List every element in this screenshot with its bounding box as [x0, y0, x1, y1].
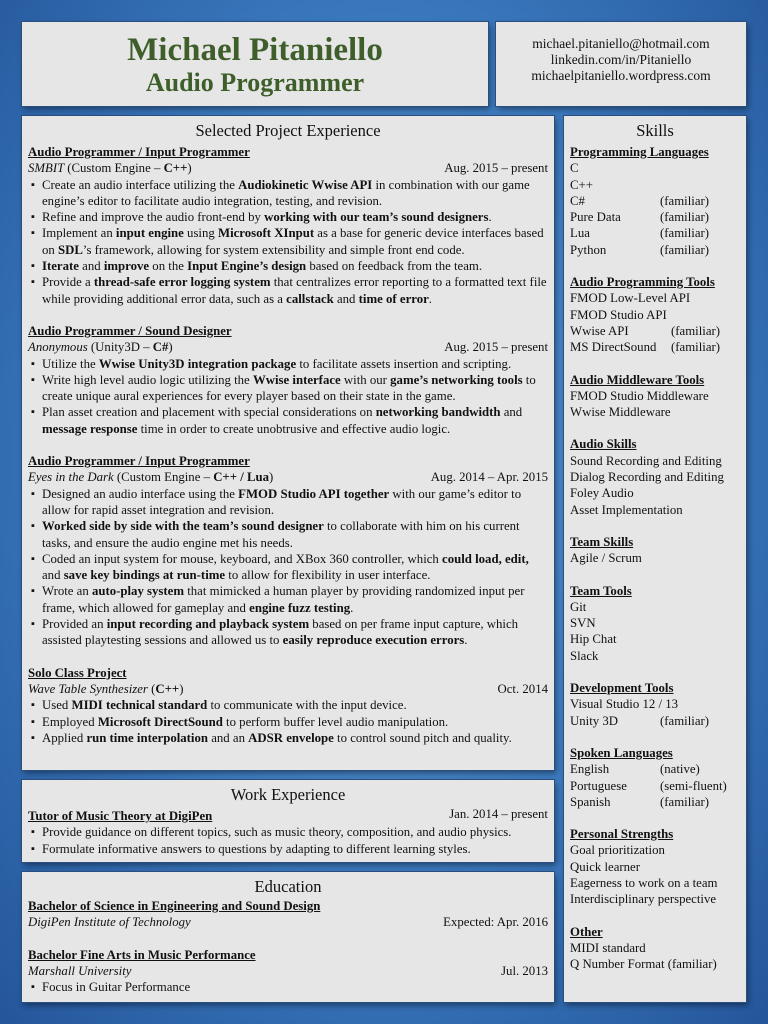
skill-item — [570, 160, 740, 176]
project-date: Oct. 2014 — [497, 681, 548, 696]
bullet-segment: Input Engine’s design — [187, 259, 307, 274]
project-meta — [28, 160, 548, 176]
bullet-segment: Provided an — [42, 617, 107, 632]
skill-item — [570, 891, 740, 907]
project-entry — [28, 323, 548, 437]
bullet-segment: improve — [103, 259, 150, 274]
bullet-segment: Microsoft DirectSound — [97, 714, 223, 729]
project-bullet-list — [28, 697, 548, 746]
skill-item — [570, 193, 740, 209]
skill-name: English — [570, 762, 610, 777]
project-name: SMBIT — [28, 161, 65, 176]
project-bullet — [42, 697, 548, 713]
bullet-segment: . — [488, 210, 492, 225]
bullet-segment: that centralizes error reporting to a formatted text file while providing additional error data, such as a — [42, 275, 547, 306]
project-job-title: Solo Class Project — [28, 665, 127, 680]
bullet-segment: with our game’s editor to allow for rapid asset integration and revision. — [42, 486, 522, 517]
bullet-segment: time of error — [358, 291, 429, 306]
skill-name: C# — [570, 193, 585, 208]
project-bullet-list — [28, 356, 548, 437]
skill-name: Sound Recording and Editing — [570, 453, 722, 468]
work-job-date: Jan. 2014 – present — [449, 807, 548, 821]
skill-item — [570, 307, 740, 323]
engine-suffix: ) — [187, 161, 192, 176]
bullet-segment: input recording and playback system — [106, 617, 310, 632]
bullet-segment: ’s framework, allowing for system extensibility and simple front end code. — [82, 242, 465, 257]
skill-item — [570, 842, 740, 858]
bullet-segment: to communicate with the input device. — [207, 698, 407, 713]
skill-name: Goal prioritization — [570, 843, 665, 858]
engine-prefix: (Custom Engine – — [67, 161, 164, 176]
engine-suffix: ) — [168, 340, 173, 355]
bullet-segment: Employed — [42, 714, 98, 729]
bullet-segment: to collaborate with him on his current tasks, and ensure the audio engine met his needs. — [42, 519, 520, 550]
project-job-title: Audio Programmer / Input Programmer — [28, 145, 250, 159]
bullet-segment: . — [464, 633, 468, 648]
skill-item — [570, 225, 740, 241]
skill-proficiency: (familiar) — [660, 713, 710, 728]
bullet-segment: MIDI technical standard — [71, 698, 208, 713]
engine-language: C++ — [155, 681, 180, 696]
skill-group-heading: Team Tools — [570, 583, 632, 598]
degree-list — [28, 898, 548, 995]
skill-item — [570, 648, 740, 664]
skill-group-heading: Programming Languages — [570, 145, 709, 159]
skill-item — [570, 290, 740, 306]
candidate-name: Michael Pitaniello — [127, 32, 383, 68]
bullet-segment: ADSR envelope — [248, 730, 334, 745]
project-job-title: Audio Programmer / Sound Designer — [28, 323, 232, 338]
bullet-segment: Wwise Unity3D integration package — [98, 356, 297, 371]
bullet-segment: SDL — [58, 242, 83, 257]
header-panel — [22, 22, 488, 106]
bullet-segment: Worked side by side with the team’s sound designer — [42, 519, 324, 534]
skill-name: Pure Data — [570, 210, 621, 225]
bullet-segment: input engine — [115, 226, 184, 241]
engine-prefix: (Unity3D – — [90, 340, 153, 355]
contact-email[interactable]: michael.pitaniello@hotmail.com — [532, 36, 710, 51]
project-meta — [28, 681, 548, 697]
skill-group-heading: Development Tools — [570, 681, 674, 696]
bullet-segment: to control sound pitch and quality. — [333, 730, 512, 745]
bullet-segment: in combination with our game engine’s editor to facilitate audio integration, testing, and revision. — [42, 177, 530, 208]
skill-item — [570, 550, 740, 566]
project-name: Wave Table Synthesizer — [28, 681, 148, 696]
bullet-segment: to create unique aural experiences for every player based on their state in the game. — [42, 372, 536, 404]
project-name: Anonymous — [28, 340, 88, 355]
project-bullet — [42, 274, 548, 307]
project-bullet — [42, 225, 548, 258]
bullet-segment: could load, edit, — [442, 551, 529, 566]
project-experience-panel — [22, 116, 554, 770]
skill-name: Quick learner — [570, 859, 640, 874]
project-meta — [28, 469, 548, 485]
bullet-segment: save key bindings at run-time — [63, 568, 226, 583]
degree-date: Expected: Apr. 2016 — [443, 915, 548, 930]
bullet-segment: Implement an — [42, 226, 116, 241]
skill-name: C — [570, 161, 579, 176]
skill-proficiency: (familiar) — [660, 794, 710, 809]
bullet-segment: Audiokinetic Wwise API — [238, 177, 373, 192]
skill-proficiency: (familiar) — [660, 242, 710, 257]
skill-name: SVN — [570, 616, 596, 631]
skill-name: Unity 3D — [570, 713, 618, 728]
project-bullet-list — [28, 177, 548, 307]
skill-proficiency: (familiar) — [671, 340, 721, 355]
skill-item — [570, 404, 740, 420]
skill-name: MIDI standard — [570, 940, 646, 955]
bullet-segment: auto-play system — [91, 584, 185, 599]
skill-group-heading: Audio Skills — [570, 437, 637, 452]
skill-proficiency: (native) — [660, 762, 700, 777]
bullet-segment: and — [333, 291, 359, 306]
bullet-segment: callstack — [286, 291, 334, 306]
degree-title: Bachelor of Science in Engineering and Sound Design — [28, 899, 321, 913]
skill-name: Hip Chat — [570, 632, 617, 647]
skill-name: FMOD Studio API — [570, 307, 667, 322]
degree-school: Marshall University — [28, 963, 132, 978]
bullet-segment: using — [183, 226, 218, 241]
project-entry — [28, 453, 548, 649]
project-meta — [28, 339, 548, 355]
skill-item — [570, 940, 740, 956]
bullet-segment: and an — [208, 730, 249, 745]
skill-group-heading: Other — [570, 924, 603, 939]
skill-item — [570, 485, 740, 501]
project-bullet — [42, 583, 548, 616]
bullet-segment: . — [350, 600, 354, 615]
engine-language: C++ / Lua — [213, 470, 270, 485]
project-bullet — [42, 177, 548, 210]
degree-entry — [28, 947, 548, 996]
bullet-segment: with our — [340, 372, 391, 387]
skill-name: Slack — [570, 648, 599, 663]
project-engine — [28, 469, 273, 485]
bullet-segment: thread-safe error logging system — [93, 275, 271, 290]
skill-item — [570, 761, 740, 777]
project-engine — [28, 681, 183, 697]
skill-group-heading: Personal Strengths — [570, 827, 674, 842]
bullet-segment: run time interpolation — [86, 730, 209, 745]
degree-meta — [28, 963, 548, 979]
skill-name: Spanish — [570, 794, 611, 809]
skill-proficiency: (semi-fluent) — [660, 778, 727, 793]
bullet-segment: and — [42, 568, 64, 583]
skill-name: MS DirectSound — [570, 340, 657, 355]
project-bullet — [42, 518, 548, 551]
skill-name: Lua — [570, 226, 590, 241]
skills-panel — [564, 116, 746, 1002]
degree-bullet: ▪ Focus in Guitar Performance — [42, 979, 548, 995]
skill-item — [570, 242, 740, 258]
work-job-header — [28, 806, 548, 824]
skill-name: Interdisciplinary perspective — [570, 892, 717, 907]
contact-website[interactable]: michaelpitaniello.wordpress.com — [531, 68, 711, 83]
degree-bullet-list — [28, 979, 548, 995]
skill-name: Python — [570, 242, 607, 257]
project-bullet — [42, 616, 548, 649]
engine-language: C# — [152, 340, 169, 355]
work-experience-panel — [22, 780, 554, 862]
skill-item — [570, 209, 740, 225]
bullet-segment: engine fuzz testing — [249, 600, 351, 615]
project-bullet — [42, 404, 548, 437]
work-bullet: ▪ Formulate informative answers to questions by adapting to different learning styles. — [42, 841, 548, 857]
skill-proficiency: (familiar) — [660, 226, 710, 241]
skills-title: Skills — [636, 121, 674, 140]
work-bullet: ▪ Provide guidance on different topics, such as music theory, composition, and audio physics. — [42, 824, 548, 840]
education-panel — [22, 872, 554, 1002]
bullet-segment: Create an audio interface utilizing the — [42, 177, 239, 192]
engine-prefix: (Custom Engine – — [116, 470, 214, 485]
project-date: Aug. 2014 – Apr. 2015 — [430, 470, 548, 485]
skill-group-list — [570, 144, 740, 972]
skill-name: Portuguese — [570, 778, 627, 793]
skill-name: Dialog Recording and Editing — [570, 470, 724, 485]
bullet-segment: Wwise interface — [252, 372, 341, 387]
project-list — [28, 144, 548, 746]
skill-item — [570, 956, 740, 972]
bullet-segment: FMOD Studio API together — [238, 486, 390, 501]
skill-item — [570, 713, 740, 729]
candidate-role: Audio Programmer — [145, 68, 365, 97]
skill-proficiency: (familiar) — [671, 323, 721, 338]
skill-name: C++ — [570, 177, 593, 192]
skill-name: Agile / Scrum — [570, 551, 642, 566]
project-name: Eyes in the Dark — [28, 470, 114, 485]
project-job-title: Audio Programmer / Input Programmer — [28, 454, 250, 469]
skill-name: Wwise API — [570, 323, 629, 338]
project-bullet — [42, 209, 548, 225]
project-bullet — [42, 486, 548, 519]
work-job-title: Tutor of Music Theory at DigiPen — [28, 809, 213, 823]
bullet-segment: and — [500, 405, 523, 420]
skill-name: Asset Implementation — [570, 502, 683, 517]
degree-title: Bachelor Fine Arts in Music Performance — [28, 947, 256, 962]
skill-item — [570, 631, 740, 647]
degree-entry — [28, 898, 548, 931]
bullet-segment: based on per frame input capture, which assisted playtesting sessions and allowed us to — [42, 617, 519, 648]
skill-name: Eagerness to work on a team — [570, 875, 718, 890]
project-bullet — [42, 730, 548, 746]
degree-school: DigiPen Institute of Technology — [28, 915, 191, 930]
bullet-segment: and — [78, 259, 104, 274]
project-bullet — [42, 372, 548, 405]
project-entry — [28, 665, 548, 746]
bullet-segment: on the — [149, 259, 188, 274]
project-bullet — [42, 356, 548, 372]
skill-group-heading: Audio Middleware Tools — [570, 372, 705, 387]
bullet-segment: Refine and improve the audio front-end by — [42, 210, 265, 225]
skill-proficiency: (familiar) — [660, 210, 710, 225]
contact-panel — [496, 22, 746, 106]
skill-name: Q Number Format (familiar) — [570, 957, 717, 972]
engine-language: C++ — [163, 161, 188, 176]
skill-item — [570, 599, 740, 615]
bullet-segment: to allow for flexibility in user interface. — [225, 568, 431, 583]
project-bullet — [42, 551, 548, 584]
project-bullet — [42, 714, 548, 730]
skill-item — [570, 794, 740, 810]
bullet-segment: Designed an audio interface using the — [42, 486, 239, 501]
project-bullet — [42, 258, 548, 274]
bullet-segment: to perform buffer level audio manipulation. — [222, 714, 449, 729]
skill-name: FMOD Low-Level API — [570, 291, 691, 306]
education-title: Education — [254, 877, 322, 896]
bullet-segment: message response — [42, 421, 138, 436]
bullet-segment: Provide a — [42, 275, 94, 290]
skill-name: Foley Audio — [570, 486, 634, 501]
bullet-segment: as a base for generic device interfaces based on — [42, 226, 544, 257]
bullet-segment: Microsoft XInput — [217, 226, 315, 241]
bullet-segment: to facilitate assets insertion and scripting. — [296, 356, 512, 371]
bullet-segment: Write high level audio logic utilizing the — [42, 372, 253, 387]
contact-linkedin[interactable]: linkedin.com/in/Pitaniello — [550, 52, 692, 67]
bullet-segment: based on feedback from the team. — [306, 259, 483, 274]
bullet-segment: Utilize the — [42, 356, 99, 371]
bullet-segment: game’s networking tools — [390, 372, 523, 387]
bullet-segment: Wrote an — [42, 584, 92, 599]
project-experience-title: Selected Project Experience — [195, 121, 381, 140]
degree-meta — [28, 914, 548, 930]
skill-name: FMOD Studio Middleware — [570, 388, 709, 403]
skill-item — [570, 339, 740, 355]
bullet-segment: Plan asset creation and placement with special considerations on — [42, 405, 376, 420]
bullet-segment: time in order to create unobtrusive and effective audio logic. — [137, 421, 451, 436]
skill-item — [570, 859, 740, 875]
bullet-segment: working with our team’s sound designers — [264, 210, 489, 225]
skill-item — [570, 469, 740, 485]
engine-suffix: ) — [269, 470, 274, 485]
bullet-segment: Coded an input system for mouse, keyboard, and XBox 360 controller, which — [42, 551, 443, 566]
project-bullet-list — [28, 486, 548, 649]
skill-item — [570, 388, 740, 404]
project-entry — [28, 144, 548, 307]
skill-name: Git — [570, 599, 587, 614]
bullet-segment: Iterate — [42, 259, 79, 274]
skill-group-heading: Spoken Languages — [570, 745, 673, 760]
skill-item — [570, 323, 740, 339]
work-experience-title: Work Experience — [230, 785, 346, 804]
project-engine — [28, 160, 192, 176]
bullet-segment: . — [428, 291, 432, 306]
bullet-segment: networking bandwidth — [375, 405, 501, 420]
skill-item — [570, 615, 740, 631]
skill-item — [570, 778, 740, 794]
skill-item — [570, 696, 740, 712]
degree-date: Jul. 2013 — [501, 963, 548, 978]
project-engine — [28, 339, 173, 355]
skill-name: Visual Studio 12 / 13 — [570, 697, 679, 712]
project-date: Aug. 2015 – present — [444, 161, 548, 176]
engine-suffix: ) — [179, 681, 184, 696]
skill-name: Wwise Middleware — [570, 405, 671, 420]
bullet-segment: Applied — [42, 730, 87, 745]
bullet-segment: that mimicked a human player by providing randomized input per frame, which allowed for gameplay and — [42, 584, 525, 615]
project-date: Aug. 2015 – present — [444, 340, 548, 355]
work-bullet-list — [28, 824, 548, 857]
skill-group-heading: Audio Programming Tools — [570, 275, 715, 290]
skill-item — [570, 875, 740, 891]
bullet-segment: easily reproduce execution errors — [282, 633, 465, 648]
skill-item — [570, 502, 740, 518]
skill-proficiency: (familiar) — [660, 193, 710, 208]
skill-item — [570, 453, 740, 469]
skill-group-heading: Team Skills — [570, 534, 634, 549]
bullet-segment: Used — [42, 698, 72, 713]
skill-item — [570, 177, 740, 193]
engine-prefix: ( — [151, 681, 156, 696]
